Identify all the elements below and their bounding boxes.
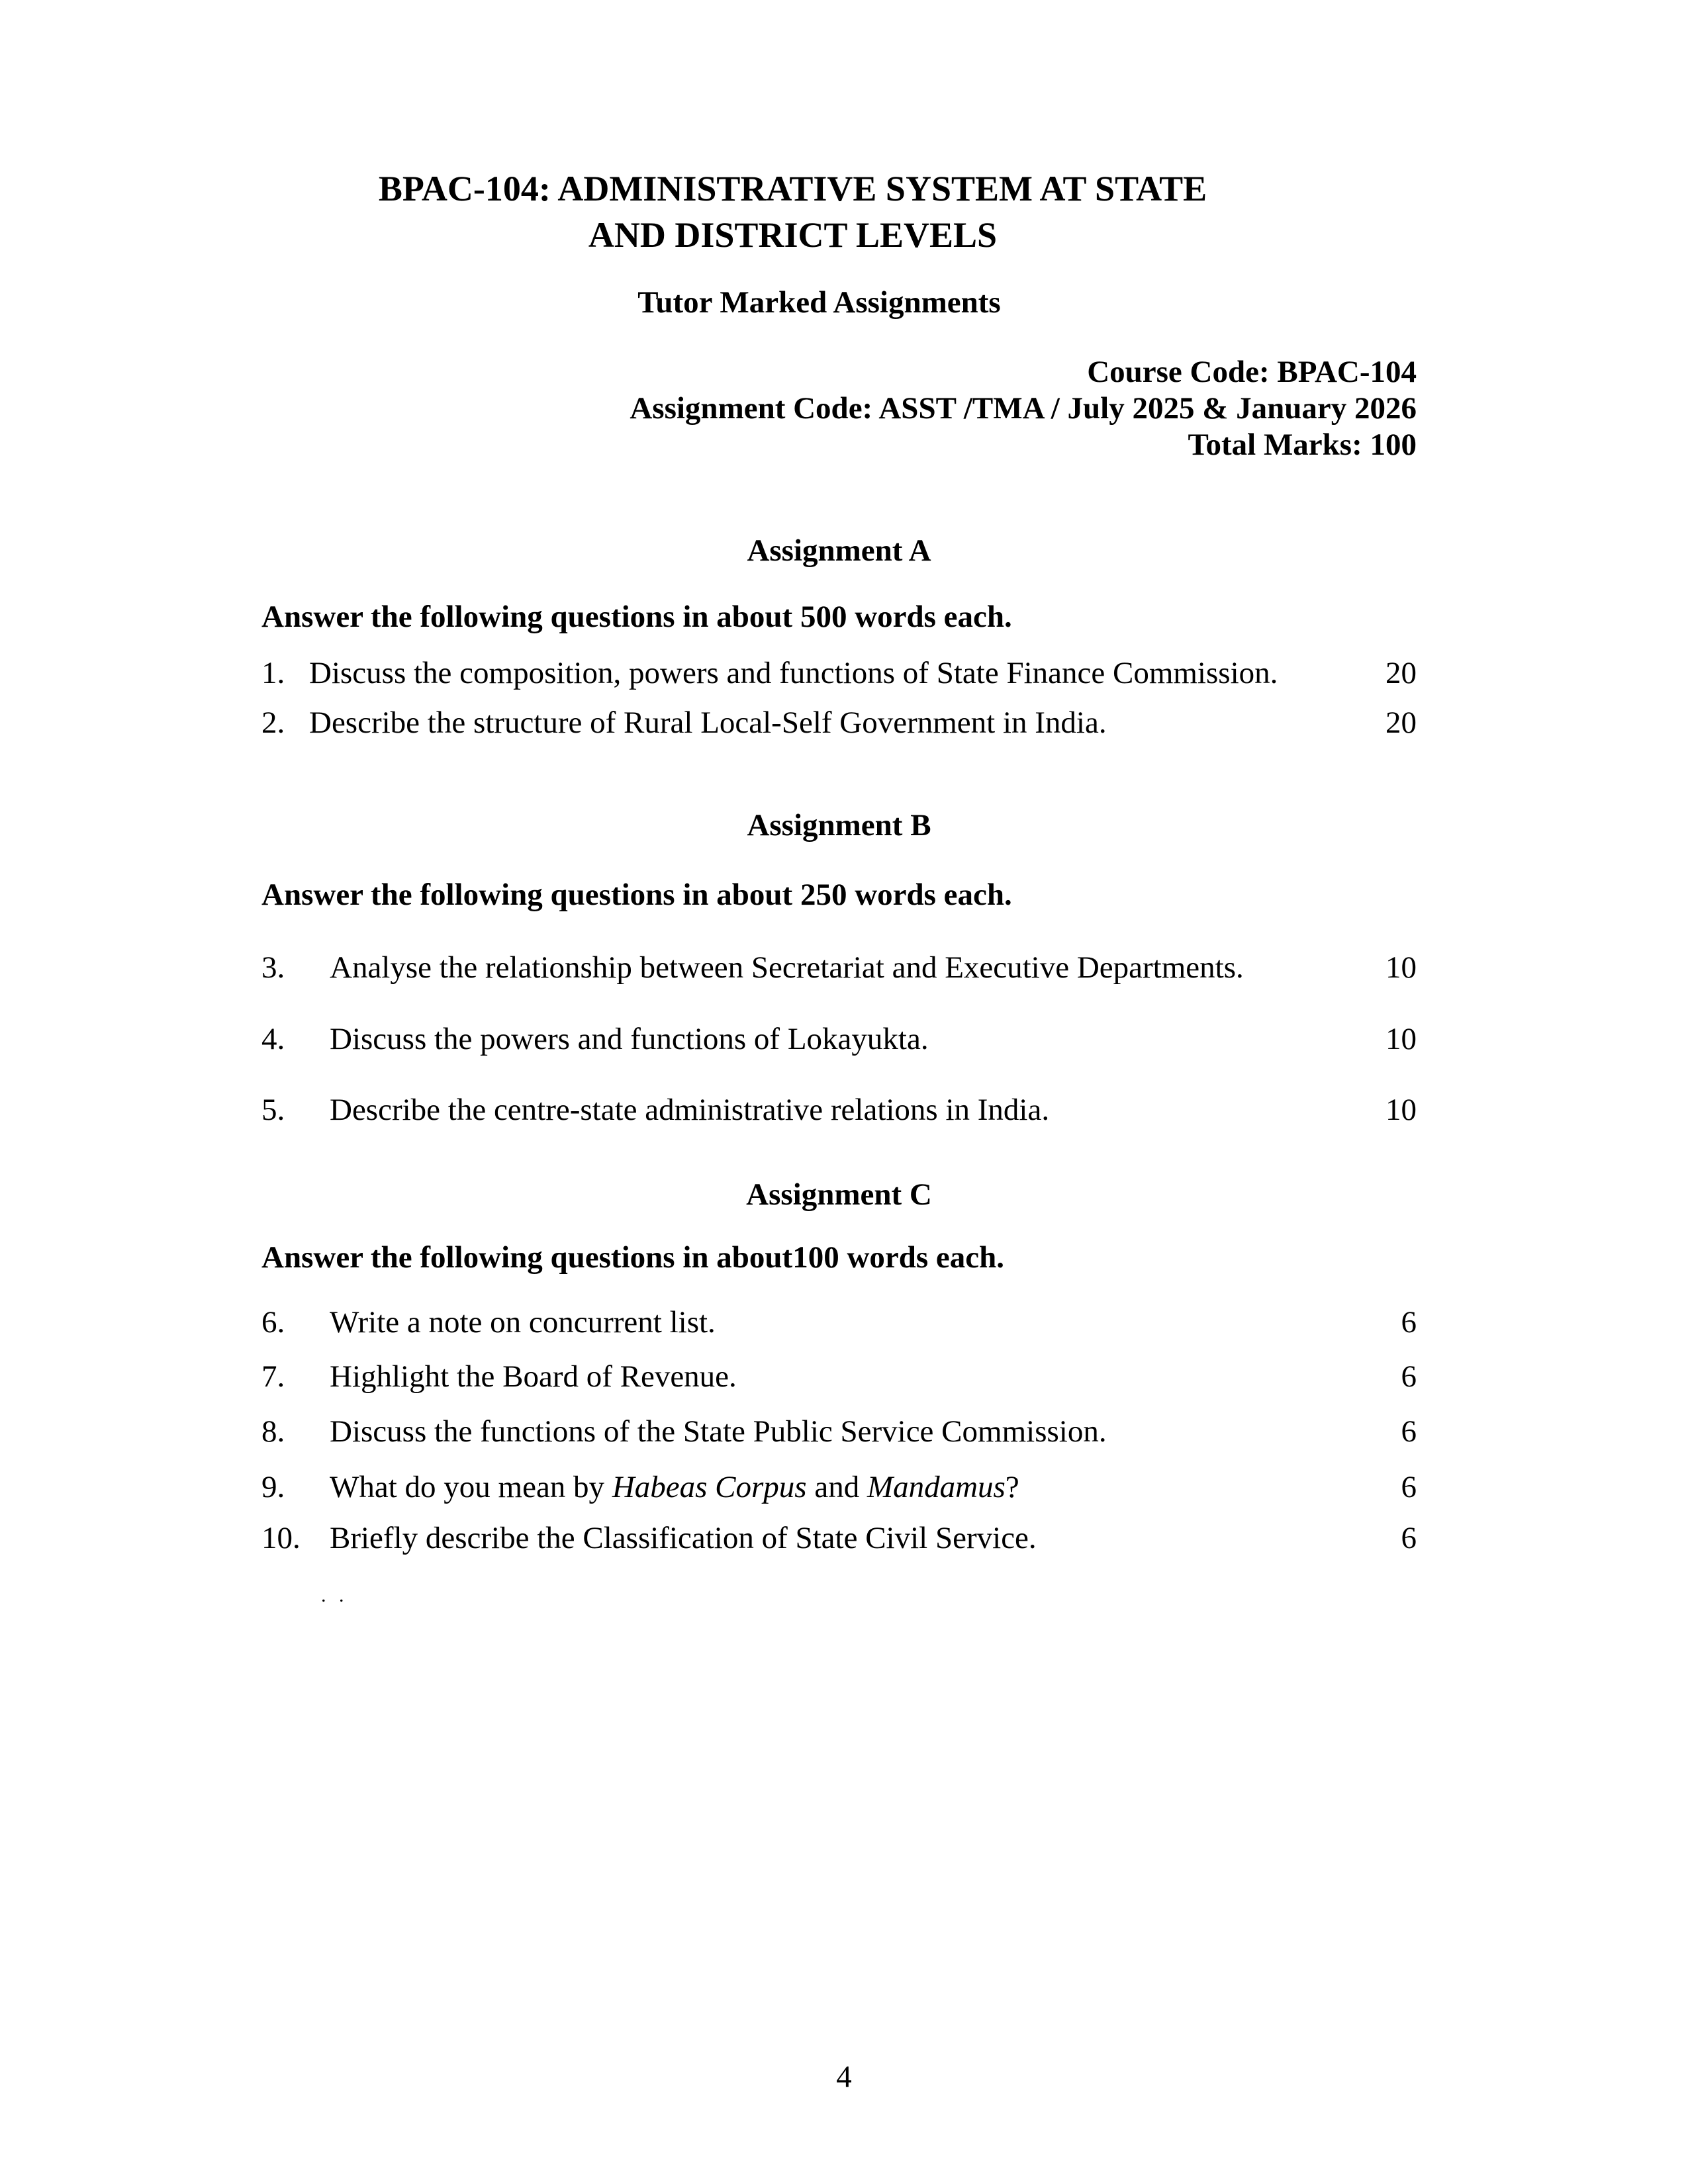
question-text-italic-part: Habeas Corpus bbox=[612, 1470, 807, 1504]
document-title-line2: AND DISTRICT LEVELS bbox=[588, 215, 998, 255]
question-text: Discuss the composition, powers and functions of State Finance Commission. bbox=[309, 656, 1278, 690]
document-title-line1: BPAC-104: ADMINISTRATIVE SYSTEM AT STATE bbox=[378, 169, 1207, 208]
question-row bbox=[261, 1021, 1417, 1058]
question-row bbox=[261, 1304, 1417, 1341]
total-marks: Total Marks: 100 bbox=[1188, 428, 1417, 462]
question-marks: 10 bbox=[1385, 950, 1417, 985]
assignment-b-instruction: Answer the following questions in about 250 words each. bbox=[261, 878, 1012, 912]
question-row bbox=[261, 1469, 1417, 1506]
question-number: 2. bbox=[261, 705, 285, 740]
question-row bbox=[261, 1359, 1417, 1395]
document-subtitle: Tutor Marked Assignments bbox=[637, 285, 1001, 320]
course-code: Course Code: BPAC-104 bbox=[1087, 355, 1417, 389]
question-number: 9. bbox=[261, 1470, 285, 1504]
question-text: Discuss the functions of the State Public Service Commission. bbox=[330, 1414, 1107, 1449]
question-text: Discuss the powers and functions of Lokayukta. bbox=[330, 1022, 929, 1056]
page-number: 4 bbox=[836, 2060, 852, 2094]
question-text: Briefly describe the Classification of State Civil Service. bbox=[330, 1521, 1037, 1555]
question-row bbox=[261, 1520, 1417, 1557]
question-number: 3. bbox=[261, 950, 285, 985]
question-marks: 20 bbox=[1385, 656, 1417, 690]
question-marks: 6 bbox=[1401, 1359, 1417, 1394]
question-number: 6. bbox=[261, 1305, 285, 1340]
question-row bbox=[261, 950, 1417, 986]
question-marks: 6 bbox=[1401, 1470, 1417, 1504]
question-number: 5. bbox=[261, 1093, 285, 1127]
question-marks: 6 bbox=[1401, 1521, 1417, 1555]
question-text: Describe the centre-state administrative relations in India. bbox=[330, 1093, 1050, 1127]
question-row bbox=[261, 1092, 1417, 1128]
question-text: Highlight the Board of Revenue. bbox=[330, 1359, 737, 1394]
question-marks: 10 bbox=[1385, 1022, 1417, 1056]
question-text-part: and bbox=[806, 1470, 867, 1504]
question-text-italic-part: Mandamus bbox=[867, 1470, 1006, 1504]
trailing-dots: . . bbox=[321, 1584, 348, 1606]
question-text bbox=[330, 1469, 1401, 1506]
assignment-b-heading: Assignment B bbox=[747, 808, 931, 842]
question-number: 8. bbox=[261, 1414, 285, 1449]
question-row bbox=[261, 655, 1417, 692]
assignment-code: Assignment Code: ASST /TMA / July 2025 & January 2026 bbox=[630, 391, 1417, 426]
question-marks: 6 bbox=[1401, 1305, 1417, 1340]
question-text-part: What do you mean by bbox=[330, 1470, 612, 1504]
question-number: 4. bbox=[261, 1022, 285, 1056]
document-title bbox=[261, 165, 1417, 258]
question-text: Describe the structure of Rural Local-Self Government in India. bbox=[309, 705, 1107, 740]
assignment-a-instruction: Answer the following questions in about 500 words each. bbox=[261, 600, 1012, 634]
assignment-c-heading: Assignment C bbox=[746, 1177, 932, 1212]
question-text: Analyse the relationship between Secretariat and Executive Departments. bbox=[330, 950, 1244, 985]
question-marks: 20 bbox=[1385, 705, 1417, 740]
assignment-a-heading: Assignment A bbox=[747, 533, 931, 568]
question-number: 7. bbox=[261, 1359, 285, 1394]
question-number: 10. bbox=[261, 1521, 301, 1555]
question-row bbox=[261, 705, 1417, 741]
question-text: Write a note on concurrent list. bbox=[330, 1305, 716, 1340]
question-number: 1. bbox=[261, 656, 285, 690]
question-text-part: ? bbox=[1005, 1470, 1019, 1504]
question-marks: 6 bbox=[1401, 1414, 1417, 1449]
assignment-meta-block bbox=[261, 354, 1417, 463]
question-row bbox=[261, 1414, 1417, 1450]
assignment-c-instruction: Answer the following questions in about100 words each. bbox=[261, 1240, 1005, 1275]
question-marks: 10 bbox=[1385, 1093, 1417, 1127]
